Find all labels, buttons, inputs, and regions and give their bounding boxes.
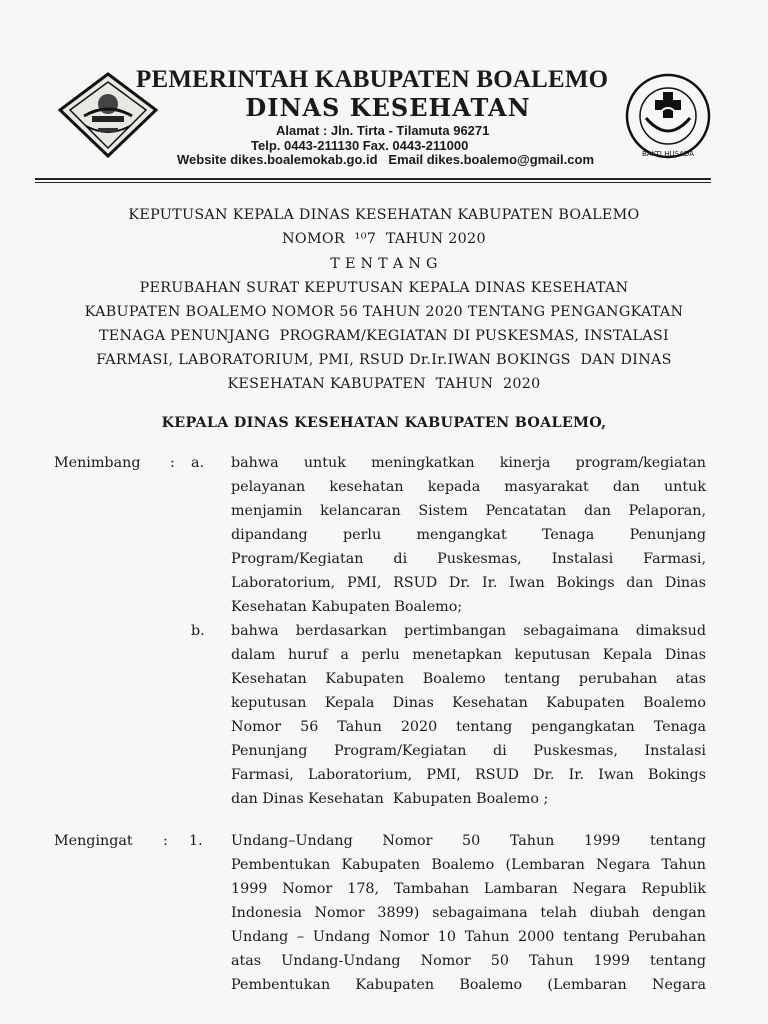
menimbang-a-line: Kesehatan Kabupaten Boalemo; [231,599,463,615]
letterhead-divider-thin [35,182,711,183]
menimbang-a-line: bahwa untuk meningkatkan kinerja program/kegiatan [231,455,706,471]
mengingat-1-line: Pembentukan Kabupaten Boalemo (Lembaran Negara [231,977,706,993]
mengingat-1-line: Undang–Undang Nomor 50 Tahun 1999 tentang [231,833,706,849]
mengingat-1-line: Pembentukan Kabupaten Boalemo (Lembaran Negara Tahun [231,857,706,873]
decree-about: T E N T A N G [330,256,438,272]
phone-line: Telp. 0443-211130 Fax. 0443-211000 [251,138,469,153]
government-title: PEMERINTAH KABUPATEN BOALEMO [136,66,609,93]
decree-heading: KEPUTUSAN KEPALA DINAS KESEHATAN KABUPATEN BOALEMO [128,207,640,223]
menimbang-b-line: dan Dinas Kesehatan Kabupaten Boalemo ; [231,791,549,807]
decree-number: NOMOR ¹⁰7 TAHUN 2020 [282,231,486,247]
subject-line: KESEHATAN KABUPATEN TAHUN 2020 [227,376,541,392]
menimbang-b-line: Farmasi, Laboratorium, PMI, RSUD Dr. Ir. Iwan Bokings [231,767,706,783]
subject-line: PERUBAHAN SURAT KEPUTUSAN KEPALA DINAS KESEHATAN [139,280,629,296]
item-marker: a. [191,455,205,471]
menimbang-a-line: dipandang perlu mengangkat Tenaga Penunjang [231,527,706,543]
menimbang-colon: : [170,455,175,471]
letterhead-divider [35,178,711,180]
subject-line: TENAGA PENUNJANG PROGRAM/KEGIATAN DI PUSKESMAS, INSTALASI [98,328,670,344]
item-marker: 1. [189,833,203,849]
issuer-line: KEPALA DINAS KESEHATAN KABUPATEN BOALEMO, [161,415,607,431]
mengingat-1-line: Undang – Undang Nomor 10 Tahun 2000 tentang Perubahan [231,929,706,945]
subject-line: KABUPATEN BOALEMO NOMOR 56 TAHUN 2020 TENTANG PENGANGKATAN [84,304,684,320]
menimbang-a-line: Program/Kegiatan di Puskesmas, Instalasi Farmasi, [231,551,706,567]
seal-text: BAKTI HUSADA [641,150,695,158]
menimbang-b-line: keputusan Kepala Dinas Kesehatan Kabupaten Boalemo [231,695,706,711]
web-email-line: Website dikes.boalemokab.go.id Email dikes.boalemo@gmail.com [177,152,594,167]
mengingat-colon: : [163,833,168,849]
mengingat-label: Mengingat [54,833,133,849]
mengingat-1-line: atas Undang-Undang Nomor 50 Tahun 1999 tentang [231,953,706,969]
menimbang-b-line: Nomor 56 Tahun 2020 tentang pengangkatan Tenaga [231,719,706,735]
mengingat-1-line: Indonesia Nomor 3899) sebagaimana telah diubah dengan [231,905,706,921]
address-line: Alamat : Jln. Tirta - Tilamuta 96271 [276,123,490,138]
menimbang-a-line: pelayanan kesehatan kepada masyarakat dan untuk [231,479,706,495]
subject-line: FARMASI, LABORATORIUM, PMI, RSUD Dr.Ir.IWAN BOKINGS DAN DINAS [96,352,672,368]
item-marker: b. [191,623,205,639]
department-title: DINAS KESEHATAN [245,93,531,122]
mengingat-1-line: 1999 Nomor 178, Tambahan Lambaran Negara Republik [231,881,706,897]
menimbang-b-line: Kesehatan Kabupaten Boalemo tentang perubahan atas [231,671,706,687]
menimbang-label: Menimbang [54,455,141,471]
menimbang-a-line: menjamin kelancaran Sistem Pencatatan dan Pelaporan, [231,503,706,519]
menimbang-b-line: dalam huruf a perlu menetapkan keputusan Kepala Dinas [231,647,706,663]
menimbang-b-line: Penunjang Program/Kegiatan di Puskesmas, Instalasi [231,743,706,759]
bakti-husada-logo [624,72,712,164]
menimbang-b-line: bahwa berdasarkan pertimbangan sebagaimana dimaksud [231,623,706,639]
menimbang-a-line: Laboratorium, PMI, RSUD Dr. Ir. Iwan Bokings dan Dinas [231,575,706,591]
